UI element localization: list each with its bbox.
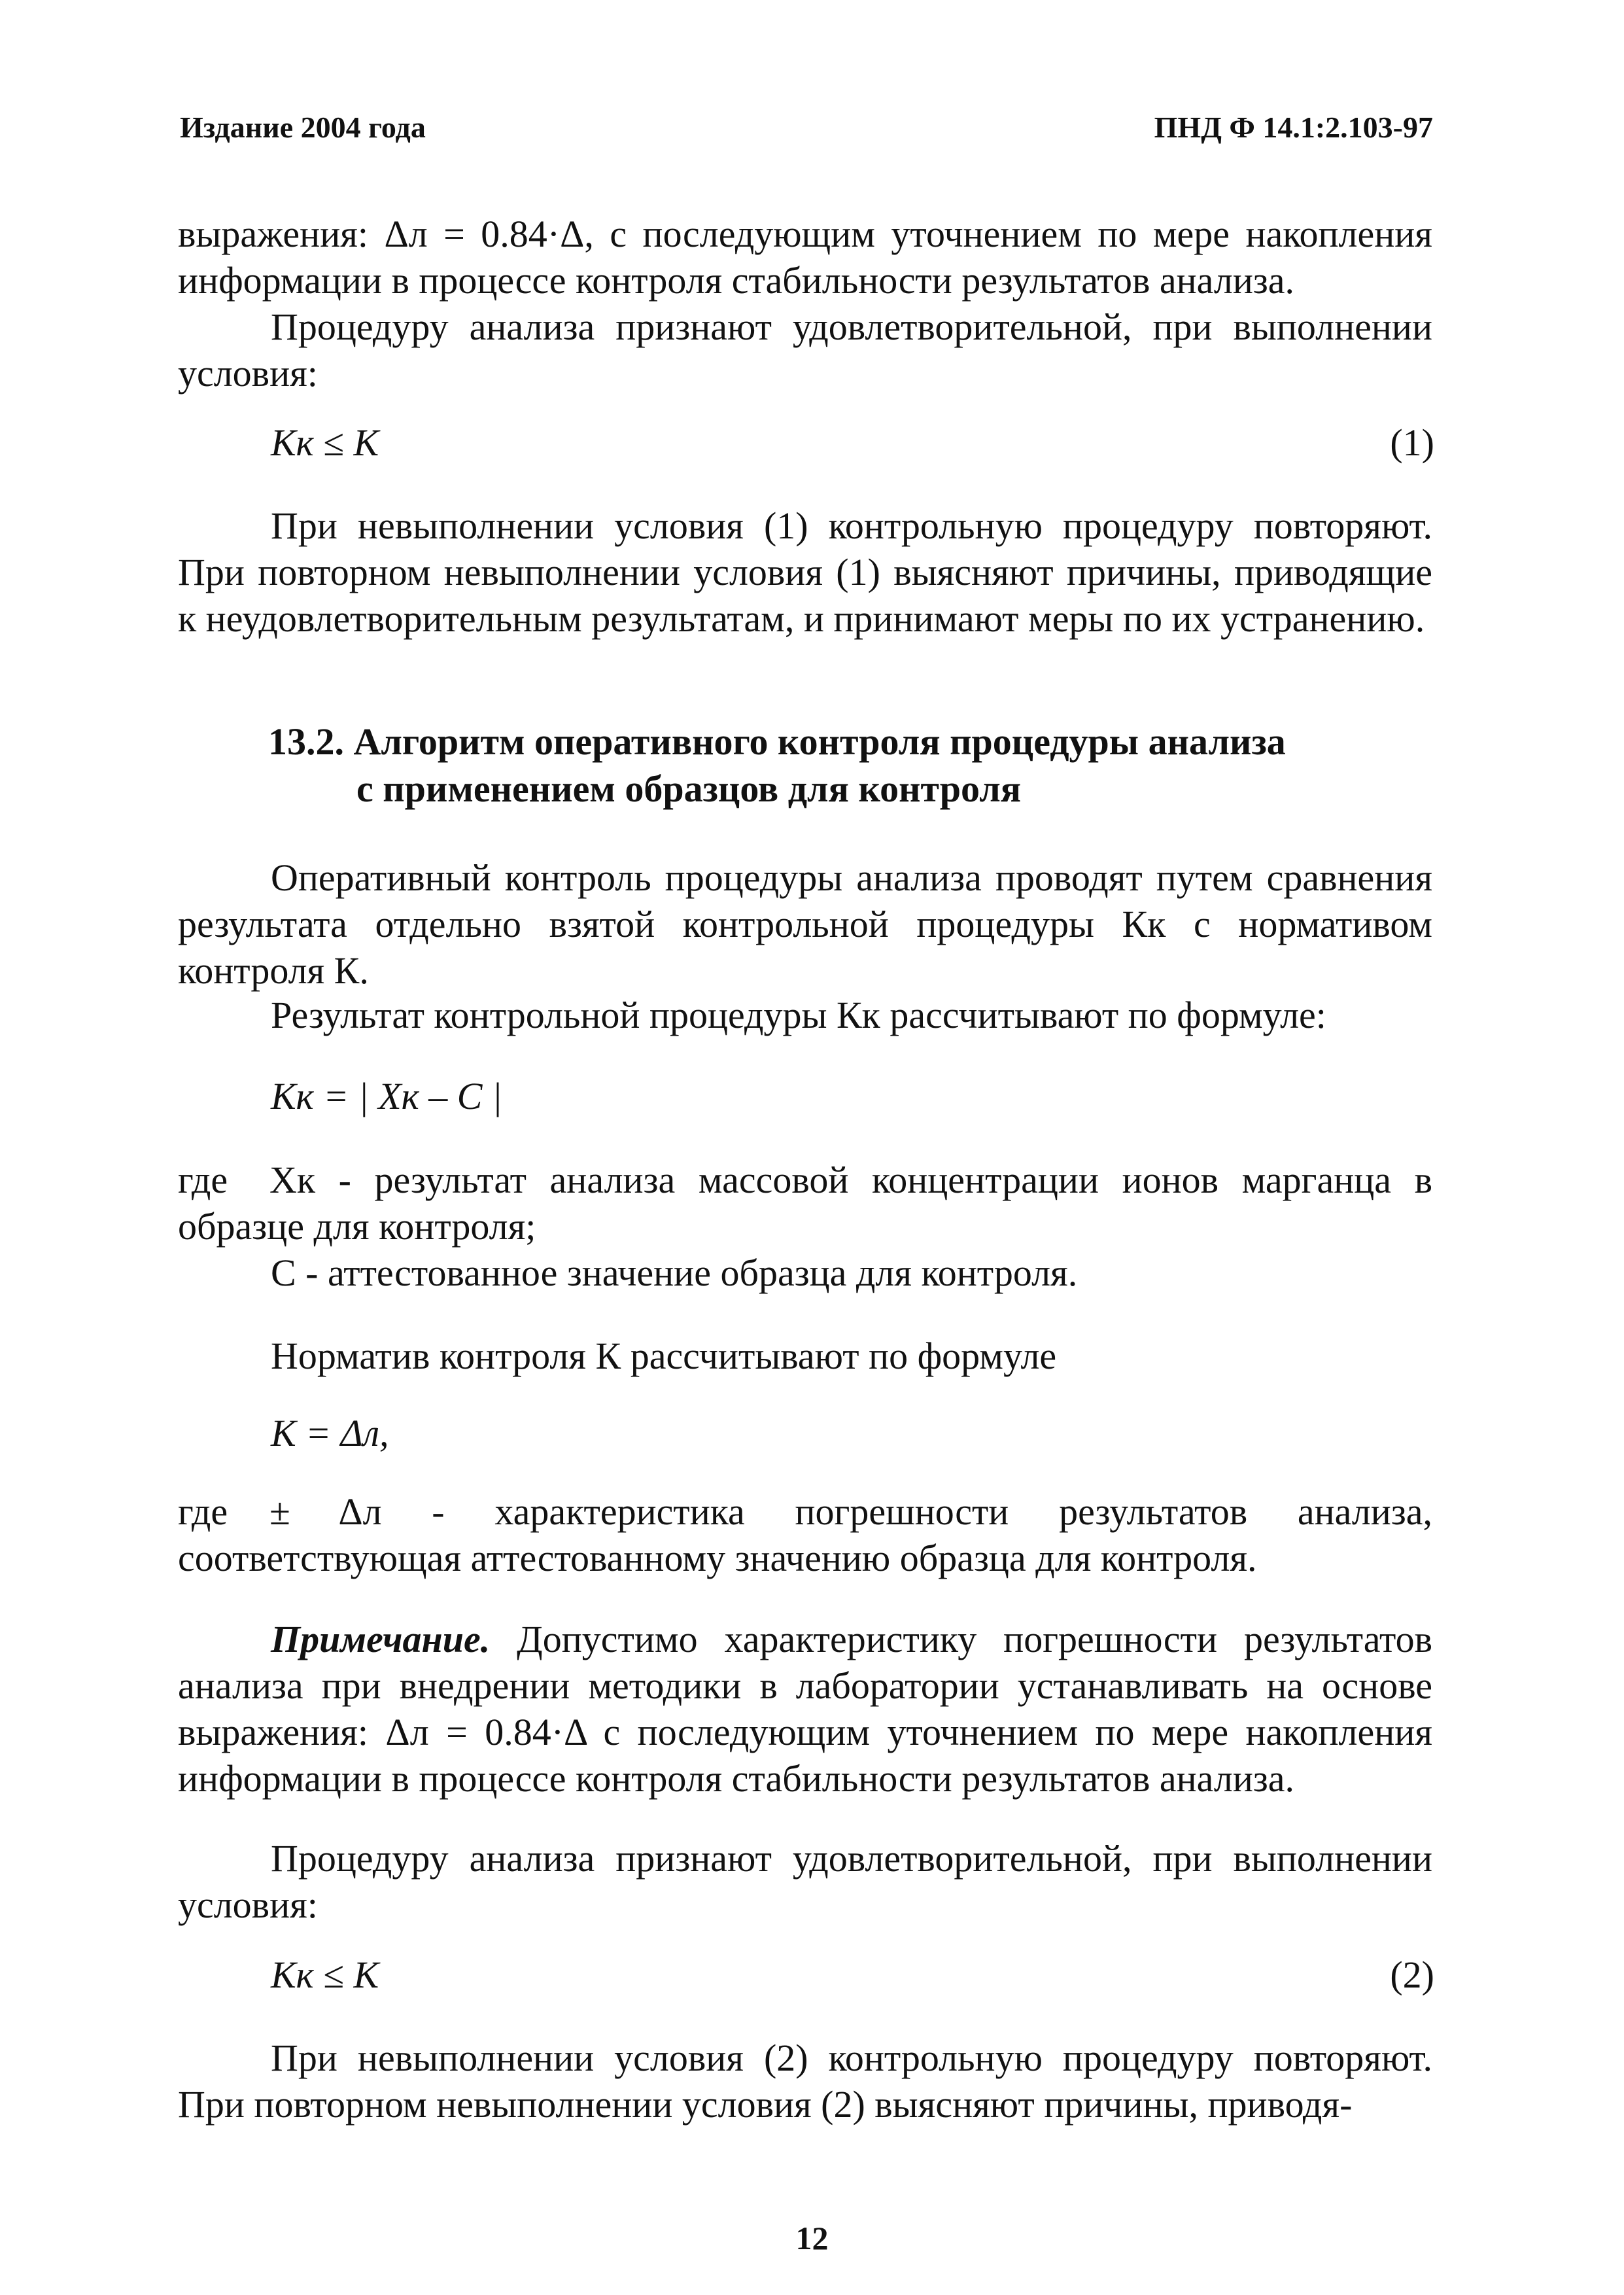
paragraph-repeat-1 — [178, 502, 1432, 642]
note-label: Примечание. — [271, 1618, 491, 1660]
paragraph-text: Результат контрольной процедуры Кк рассчитывают по формуле: — [271, 994, 1326, 1036]
paragraph-text: выражения: Δл = 0.84·Δ, с последующим уточнением по мере накопления информации в процессе контроля стабильности результатов анализа. — [178, 213, 1432, 302]
paragraph-operative-control — [178, 854, 1432, 994]
paragraph-result-formula — [178, 992, 1432, 1038]
note-paragraph — [178, 1616, 1432, 1802]
paragraph-text: Оперативный контроль процедуры анализа проводят путем сравнения результата отдельно взятой контрольной процедуры Кк с нормативом контроля К. — [178, 856, 1432, 992]
section-title-line-1: 13.2. Алгоритм оперативного контроля процедуры анализа — [268, 720, 1286, 763]
paragraph-repeat-2 — [178, 2035, 1432, 2128]
where-label: где — [178, 1159, 228, 1201]
paragraph-text: Процедуру анализа признают удовлетворительной, при выполнении условия: — [178, 1837, 1432, 1926]
note-text: Допустимо характеристику погрешности результатов анализа при внедрении методики в лаборатории устанавливать на основе выражения: Δл = 0.84·Δ с последующим уточнением по мере накопления информации в процессе контроля стабильности результатов анализа. — [178, 1618, 1432, 1800]
definition-delta — [178, 1488, 1432, 1581]
paragraph-condition-2 — [178, 1835, 1432, 1928]
definition-text: ± Δл - характеристика погрешности результатов анализа, соответствующая аттестованному значению образца для контроля. — [178, 1490, 1432, 1579]
formula-norm: К = Δл, — [271, 1412, 389, 1454]
where-label: где — [178, 1490, 228, 1533]
document-code-header: ПНД Ф 14.1:2.103-97 — [1154, 111, 1433, 144]
definition-c — [178, 1250, 1432, 1296]
formula-2: Кк ≤ К — [271, 1953, 379, 1996]
paragraph-condition-1 — [178, 304, 1432, 396]
page-number: 12 — [795, 2220, 829, 2256]
edition-header: Издание 2004 года — [180, 111, 426, 144]
paragraph-text: При невыполнении условия (1) контрольную процедуру повторяют. При повторном невыполнении условия (1) выясняют причины, приводящие к неудовлетворительным результатам, и принимают меры по их устранению. — [178, 504, 1432, 640]
definition-xk — [178, 1157, 1432, 1250]
paragraph-text: Процедуру анализа признают удовлетворительной, при выполнении условия: — [178, 306, 1432, 394]
formula-1: Кк ≤ К — [271, 421, 379, 464]
section-heading — [268, 718, 1286, 813]
paragraph-expression — [178, 211, 1432, 304]
section-title-line-2: с применением образцов для контроля — [356, 767, 1022, 810]
formula-result: Кк = | Хк – С | — [271, 1075, 502, 1117]
equation-number-1: (1) — [1390, 421, 1434, 464]
paragraph-text: При невыполнении условия (2) контрольную процедуру повторяют. При повторном невыполнении условия (2) выясняют причины, приводя- — [178, 2037, 1432, 2126]
paragraph-norm — [178, 1333, 1432, 1379]
paragraph-text: Норматив контроля К рассчитывают по формуле — [271, 1335, 1057, 1377]
definition-text: С - аттестованное значение образца для контроля. — [271, 1252, 1078, 1294]
equation-number-2: (2) — [1390, 1953, 1434, 1996]
definition-text: Хк - результат анализа массовой концентрации ионов марганца в образце для контроля; — [178, 1159, 1432, 1248]
